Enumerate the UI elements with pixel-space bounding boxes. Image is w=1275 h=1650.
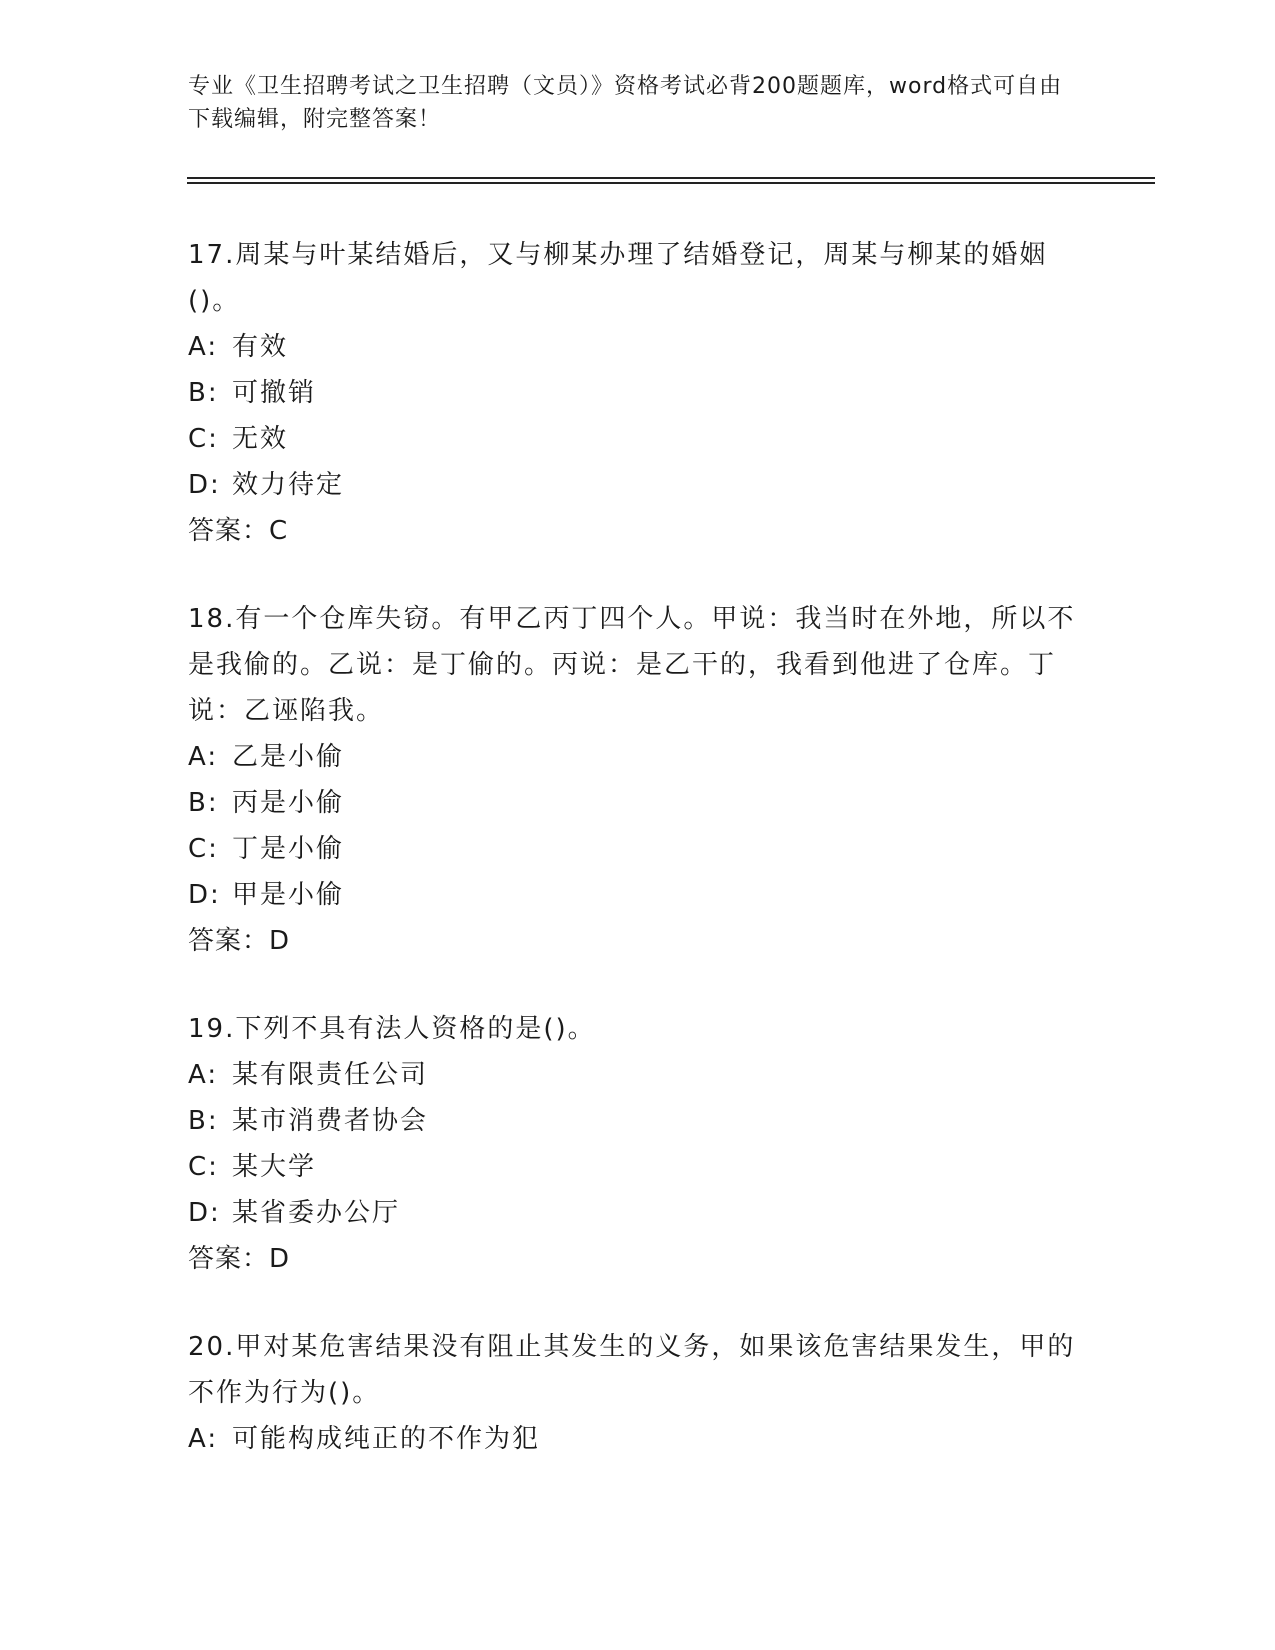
question-18 [188,596,1088,964]
option-letter: D: [188,880,221,910]
option-text: 有效 [232,332,289,362]
option-letter: A: [188,1424,219,1454]
option-letter: A: [188,742,219,772]
option-a [188,324,1088,370]
option-d [188,872,1088,918]
option-text: 丙是小偷 [232,788,345,818]
document-header [188,70,1068,136]
option-letter: C: [188,1152,219,1182]
header-rule-bottom [187,182,1155,184]
option-letter: B: [188,378,219,408]
question-17 [188,232,1088,554]
option-letter: C: [188,424,219,454]
option-letter: C: [188,834,219,864]
option-a [188,1052,1088,1098]
question-number: 19. [188,1014,236,1044]
question-number: 17. [188,240,236,270]
option-text: 某大学 [232,1152,317,1182]
header-rule-top [187,177,1155,179]
option-letter: D: [188,1198,221,1228]
option-text: 某市消费者协会 [232,1106,429,1136]
option-c [188,1144,1088,1190]
question-list [188,232,1088,1504]
question-number: 18. [188,604,236,634]
question-body: 甲对某危害结果没有阻止其发生的义务，如果该危害结果发生，甲的不作为行为()。 [188,1332,1076,1408]
option-text: 某省委办公厅 [232,1198,401,1228]
option-letter: B: [188,1106,219,1136]
question-body: 有一个仓库失窃。有甲乙丙丁四个人。甲说：我当时在外地，所以不是我偷的。乙说：是丁偷的。丙说：是乙干的，我看到他进了仓库。丁说：乙诬陷我。 [188,604,1076,726]
answer-line: 答案：D [188,926,291,956]
option-b [188,1098,1088,1144]
option-text: 无效 [232,424,289,454]
answer-line: 答案：C [188,516,289,546]
option-d [188,1190,1088,1236]
option-letter: A: [188,1060,219,1090]
answer-line: 答案：D [188,1244,291,1274]
option-text: 可能构成纯正的不作为犯 [232,1424,541,1454]
option-letter: A: [188,332,219,362]
question-number: 20. [188,1332,236,1362]
option-text: 效力待定 [232,470,345,500]
option-text: 乙是小偷 [232,742,345,772]
option-c [188,416,1088,462]
question-text [188,232,1088,324]
option-a [188,734,1088,780]
header-text: 专业《卫生招聘考试之卫生招聘（文员）》资格考试必背200题题库，word格式可自由下载编辑，附完整答案！ [188,74,1063,132]
question-19 [188,1006,1088,1282]
question-text [188,1324,1088,1416]
option-c [188,826,1088,872]
question-20 [188,1324,1088,1462]
question-text [188,1006,1088,1052]
option-letter: B: [188,788,219,818]
option-d [188,462,1088,508]
question-body: 下列不具有法人资格的是()。 [235,1014,596,1044]
option-text: 甲是小偷 [232,880,345,910]
question-body: 周某与叶某结婚后，又与柳某办理了结婚登记，周某与柳某的婚姻()。 [188,240,1048,316]
option-a [188,1416,1088,1462]
option-b [188,780,1088,826]
option-letter: D: [188,470,221,500]
option-text: 丁是小偷 [232,834,345,864]
option-b [188,370,1088,416]
question-text [188,596,1088,734]
option-text: 某有限责任公司 [232,1060,429,1090]
option-text: 可撤销 [232,378,317,408]
